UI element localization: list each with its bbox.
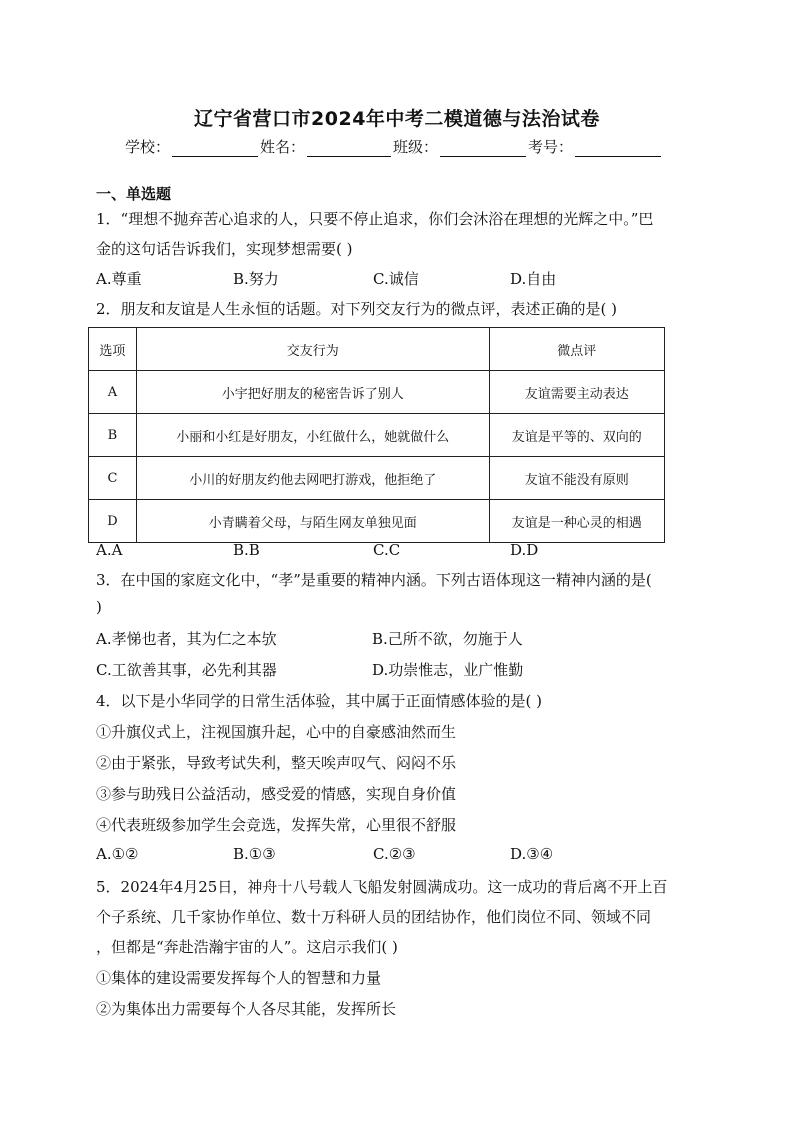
class-field[interactable] (440, 140, 526, 157)
q1-stem-line1: 1．“理想不抛弃苦心追求的人，只要不停止追求，你们会沐浴在理想的光辉之中。”巴 (96, 210, 654, 228)
school-label: 学校： (125, 138, 171, 156)
section-heading: 一、单选题 (96, 185, 172, 203)
table-header-row (89, 328, 665, 371)
q2-option-d[interactable]: D.D (510, 541, 539, 559)
table-cell: 小宇把好朋友的秘密告诉了别人 (136, 371, 489, 414)
table-cell: A (89, 371, 137, 414)
school-field[interactable] (172, 140, 258, 157)
q2-option-a[interactable]: A.A (96, 541, 123, 559)
q4-option-c[interactable]: C.②③ (373, 845, 416, 863)
q5-stem-line3: ，但都是“奔赴浩瀚宇宙的人”。这启示我们( ) (96, 938, 398, 956)
page-title: 辽宁省营口市2024年中考二模道德与法治试卷 (194, 108, 600, 130)
q4-option-a[interactable]: A.①② (96, 845, 139, 863)
q3-stem-line2: ) (96, 598, 102, 616)
table-cell: B (89, 414, 137, 457)
table-row (89, 500, 665, 543)
table-cell: 友谊是平等的、双向的 (489, 414, 664, 457)
q3-option-a[interactable]: A.孝悌也者，其为仁之本欤 (96, 630, 277, 648)
q2-option-b[interactable]: B.B (233, 541, 260, 559)
table-row (89, 414, 665, 457)
q2-option-c[interactable]: C.C (373, 541, 401, 559)
table-cell: D (89, 500, 137, 543)
table-header-cell: 选项 (89, 328, 137, 371)
q4-statement-4: ④代表班级参加学生会竞选，发挥失常，心里很不舒服 (96, 816, 457, 834)
q1-option-d[interactable]: D.自由 (510, 270, 557, 288)
table-header-cell: 交友行为 (136, 328, 489, 371)
q1-stem-line2: 金的这句话告诉我们，实现梦想需要( ) (96, 240, 353, 258)
table-cell: 小青瞒着父母，与陌生网友单独见面 (136, 500, 489, 543)
table-row (89, 371, 665, 414)
q1-option-b[interactable]: B.努力 (233, 270, 279, 288)
q4-statement-1: ①升旗仪式上，注视国旗升起，心中的自豪感油然而生 (96, 723, 457, 741)
table-cell: 友谊需要主动表达 (489, 371, 664, 414)
table-header-cell: 微点评 (489, 328, 664, 371)
q5-statement-2: ②为集体出力需要每个人各尽其能，发挥所长 (96, 1000, 397, 1018)
q4-option-d[interactable]: D.③④ (510, 845, 554, 863)
name-label: 姓名： (260, 138, 306, 156)
number-field[interactable] (575, 140, 661, 157)
q5-statement-1: ①集体的建设需要发挥每个人的智慧和力量 (96, 969, 382, 987)
number-label: 考号： (528, 138, 574, 156)
q2-stem-line1: 2．朋友和友谊是人生永恒的话题。对下列交友行为的微点评，表述正确的是( ) (96, 300, 618, 318)
table-cell: 友谊是一种心灵的相遇 (489, 500, 664, 543)
q2-table (88, 327, 665, 543)
q3-option-d[interactable]: D.功崇惟志，业广惟勤 (372, 661, 524, 679)
q4-statement-2: ②由于紧张，导致考试失利，整天唉声叹气、闷闷不乐 (96, 754, 457, 772)
q4-stem: 4．以下是小华同学的日常生活体验，其中属于正面情感体验的是( ) (96, 692, 543, 710)
table-cell: 小丽和小红是好朋友，小红做什么，她就做什么 (136, 414, 489, 457)
q1-option-a[interactable]: A.尊重 (96, 270, 142, 288)
q5-stem-line2: 个子系统、几千家协作单位、数十万科研人员的团结协作，他们岗位不同、领域不同 (96, 908, 652, 926)
table-cell: 小川的好朋友约他去网吧打游戏，他拒绝了 (136, 457, 489, 500)
table-cell: C (89, 457, 137, 500)
q4-statement-3: ③参与助残日公益活动，感受爱的情感，实现自身价值 (96, 785, 457, 803)
student-info-row (125, 136, 663, 157)
q4-option-b[interactable]: B.①③ (233, 845, 276, 863)
q3-stem-line1: 3．在中国的家庭文化中，“孝”是重要的精神内涵。下列古语体现这一精神内涵的是( (96, 571, 652, 589)
q3-option-b[interactable]: B.己所不欲，勿施于人 (372, 630, 523, 648)
q1-option-c[interactable]: C.诚信 (373, 270, 419, 288)
name-field[interactable] (307, 140, 391, 157)
q3-option-c[interactable]: C.工欲善其事，必先利其器 (96, 661, 277, 679)
q5-stem-line1: 5．2024年4月25日，神舟十八号载人飞船发射圆满成功。这一成功的背后离不开上百 (96, 878, 668, 896)
class-label: 班级： (393, 138, 439, 156)
table-row (89, 457, 665, 500)
table-cell: 友谊不能没有原则 (489, 457, 664, 500)
